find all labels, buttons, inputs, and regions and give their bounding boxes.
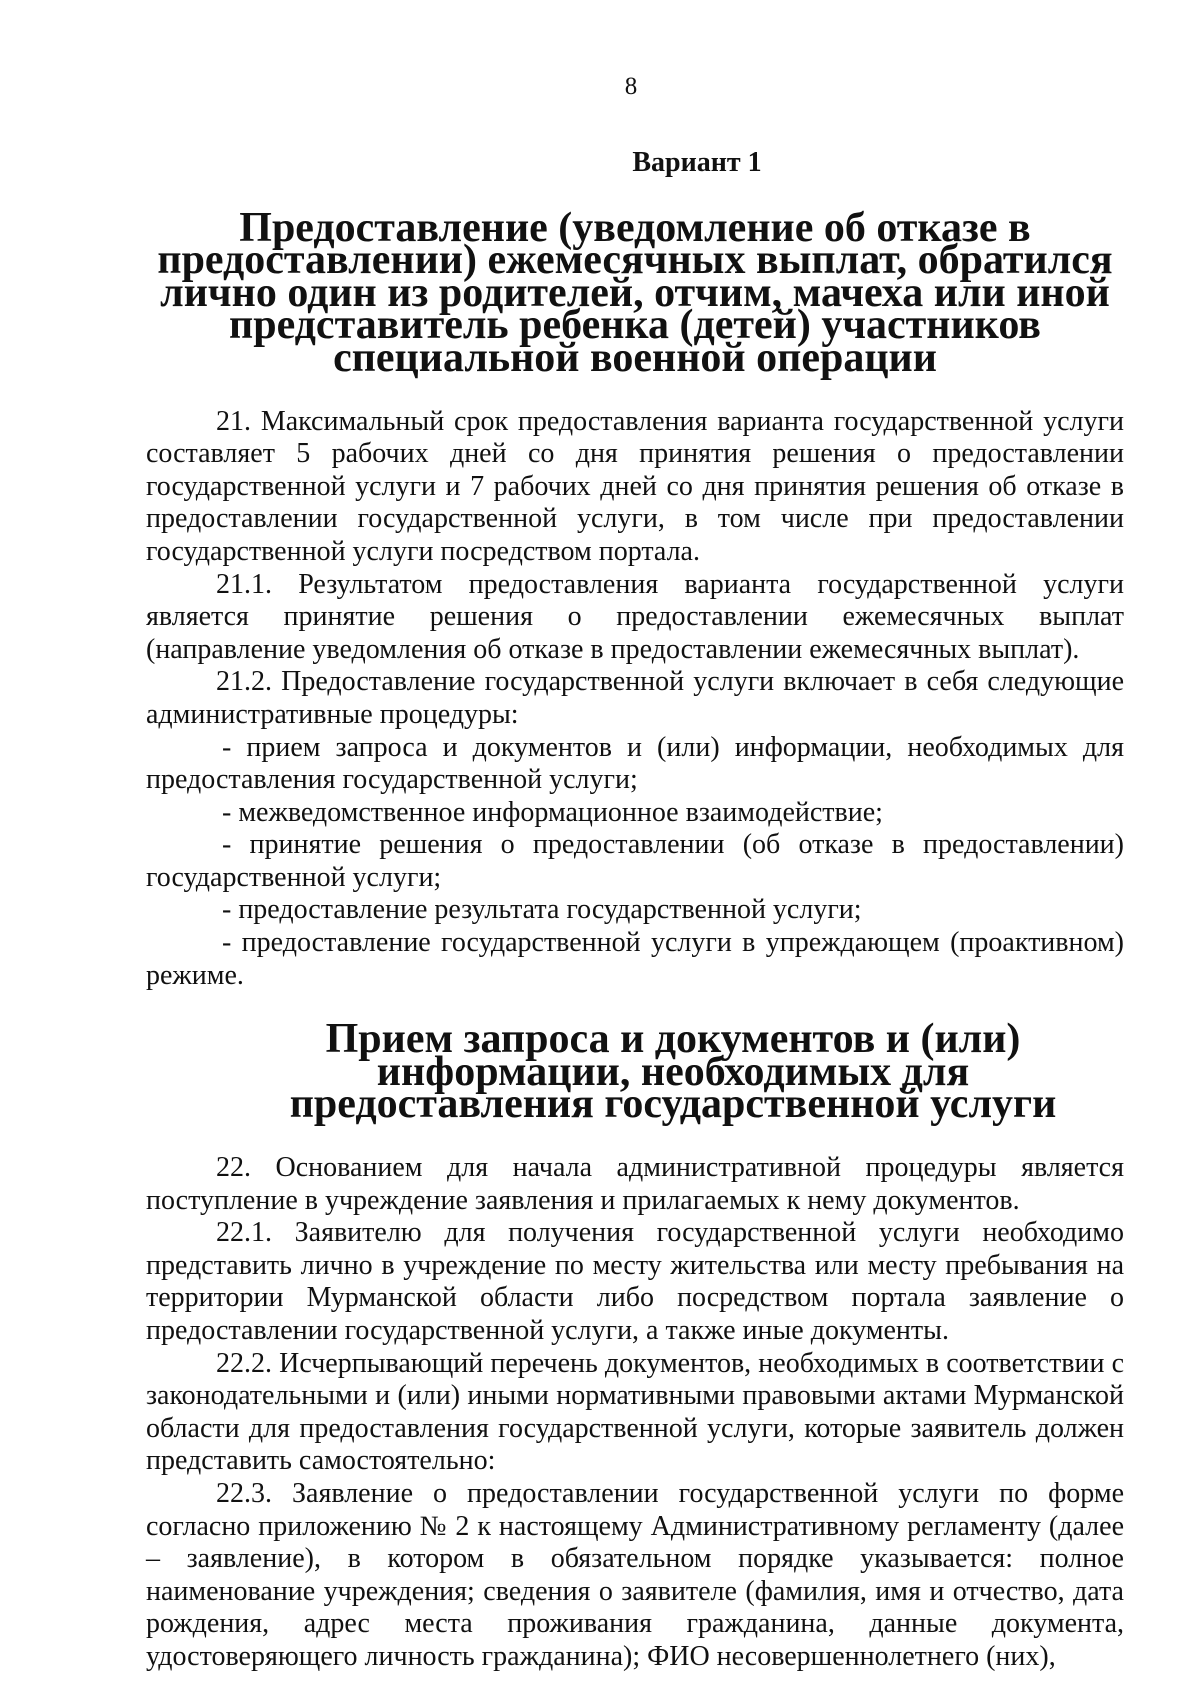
- section-title-request-intake: Прием запроса и документов и (или) информации, необходимых для предоставления государственной услуги: [289, 1016, 1057, 1128]
- section-title-provision: Предоставление (уведомление об отказе в предоставлении) ежемесячных выплат, обратился лично один из родителей, отчим, мачеха или иной представитель ребенка (детей) участников специальной военной операции: [157, 204, 1113, 381]
- paragraph-21: 21. Максимальный срок предоставления варианта государственной услуги составляет 5 рабочих дней со дня принятия решения о предоставлении государственной услуги и 7 рабочих дней со дня принятия решения об отказе в предоставлении государственной услуги, в том числе при предоставлении государственной услуги посредством портала.: [146, 405, 1124, 567]
- paragraph-21-2: 21.2. Предоставление государственной услуги включает в себя следующие административные процедуры:: [146, 666, 1124, 730]
- procedure-item: - прием запроса и документов и (или) информации, необходимых для предоставления государственной услуги;: [146, 731, 1124, 796]
- procedure-item: - предоставление государственной услуги в упреждающем (проактивном) режиме.: [146, 927, 1124, 991]
- procedure-item: - предоставление результата государственной услуги;: [222, 894, 862, 926]
- paragraph-22-3: 22.3. Заявление о предоставлении государственной услуги по форме согласно приложению № 2 к настоящему Административному регламенту (далее – заявление), в котором в обязательном порядке указывается: полное наименование учреждения; сведения о заявителе (фамилия, имя и отчество, дата рождения, адрес места проживания гражданина, данные документа, удостоверяющего личность гражданина); ФИО несовершеннолетнего (них),: [146, 1477, 1124, 1672]
- procedure-item: - межведомственное информационное взаимодействие;: [222, 796, 883, 828]
- paragraph-22-2: 22.2. Исчерпывающий перечень документов, необходимых в соответствии с законодательными и (или) иными нормативными правовыми актами Мурманской области для предоставления государственной услуги, которые заявитель должен представить самостоятельно:: [146, 1347, 1124, 1477]
- document-body: [146, 144, 1124, 1674]
- variant-title: Вариант 1: [632, 147, 762, 178]
- procedure-item: - принятие решения о предоставлении (об отказе в предоставлении) государственной услуги;: [146, 829, 1124, 893]
- page-number: 8: [624, 73, 638, 100]
- paragraph-22-1: 22.1. Заявителю для получения государственной услуги необходимо представить лично в учреждение по месту жительства или месту пребывания на территории Мурманской области либо посредством портала заявление о предоставлении государственной услуги, а также иные документы.: [146, 1217, 1124, 1346]
- paragraph-22: 22. Основанием для начала административной процедуры является поступление в учреждение заявления и прилагаемых к нему документов.: [146, 1152, 1124, 1216]
- paragraph-21-1: 21.1. Результатом предоставления варианта государственной услуги является принятие решения о предоставлении ежемесячных выплат (направление уведомления об отказе в предоставлении ежемесячных выплат).: [146, 568, 1124, 665]
